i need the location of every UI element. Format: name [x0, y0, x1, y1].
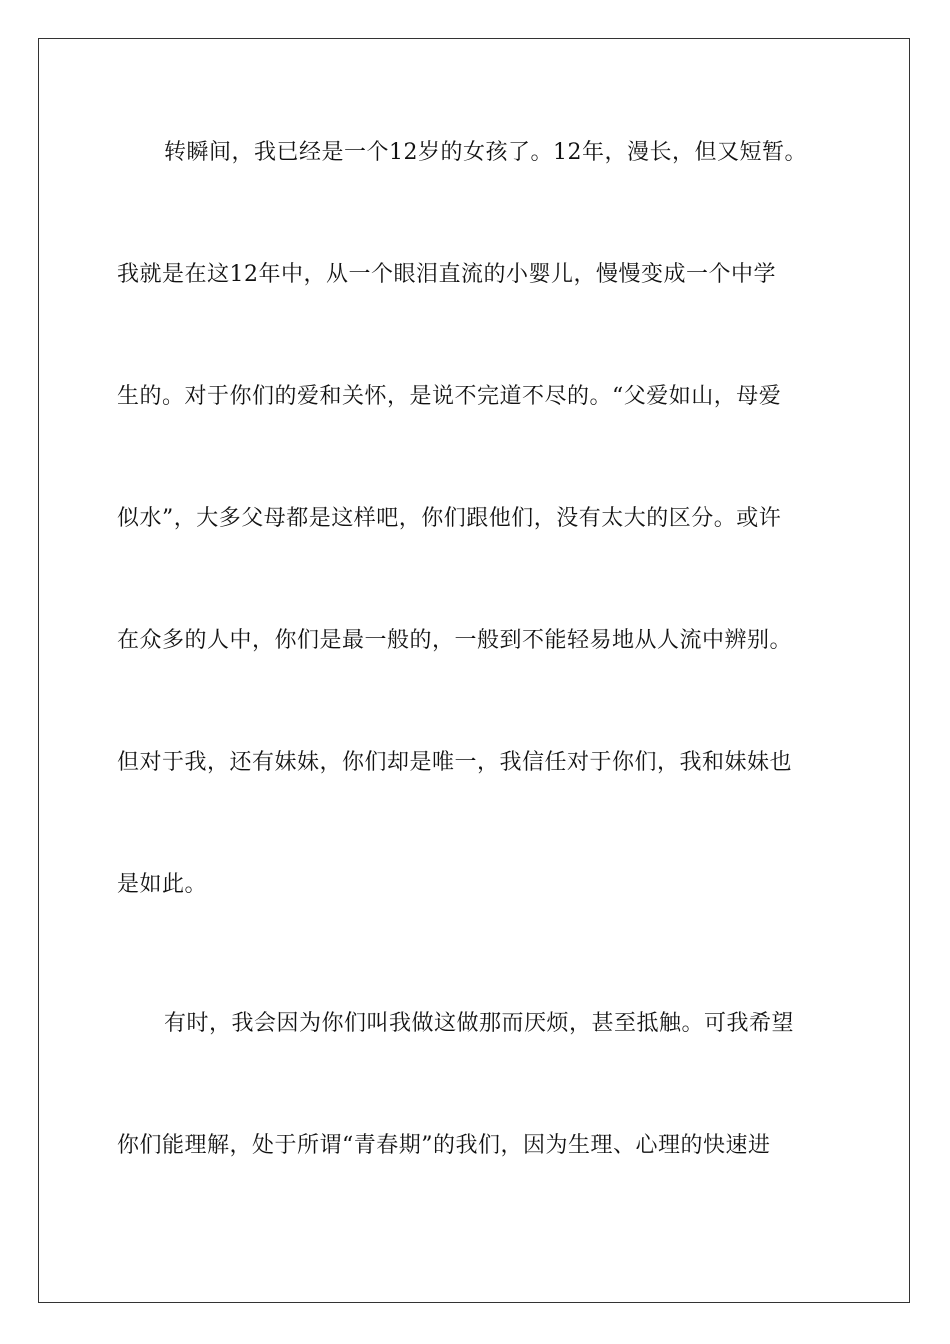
- text-line: 有时，我会因为你们叫我做这做那而厌烦，甚至抵触。可我希望: [164, 1011, 795, 1036]
- text-line: 但对于我，还有妹妹，你们却是唯一，我信任对于你们，我和妹妹也: [117, 750, 793, 775]
- page-border: [38, 38, 910, 1303]
- text-line: 转瞬间，我已经是一个12岁的女孩了。12年，漫长，但又短暂。: [164, 140, 807, 165]
- text-line: 在众多的人中，你们是最一般的，一般到不能轻易地从人流中辨别。: [117, 628, 793, 653]
- text-line: 是如此。: [117, 872, 208, 897]
- text-line: 似水”，大多父母都是这样吧，你们跟他们，没有太大的区分。或许: [117, 506, 782, 531]
- text-line: 生的。对于你们的爱和关怀，是说不完道不尽的。“父爱如山，母爱: [117, 384, 782, 409]
- text-line: 我就是在这12年中，从一个眼泪直流的小婴儿，慢慢变成一个中学: [117, 262, 776, 287]
- text-line: 你们能理解，处于所谓“青春期”的我们，因为生理、心理的快速进: [117, 1133, 771, 1158]
